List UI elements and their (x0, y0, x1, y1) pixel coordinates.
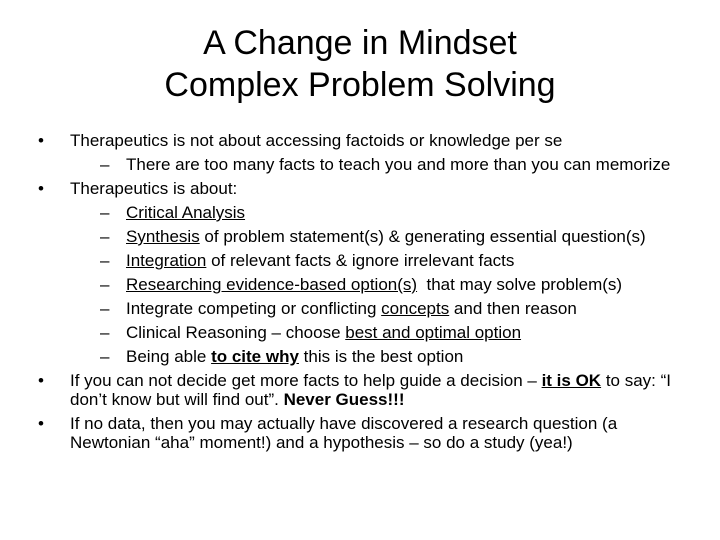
dash-marker: – (100, 323, 110, 342)
bullet-marker: • (38, 131, 44, 150)
sub-bullet-emphasis: Integration (126, 251, 207, 270)
sub-bullet-text: There are too many facts to teach you and more than you can memorize (126, 155, 671, 174)
sub-bullet-text: Clinical Reasoning – choose (126, 323, 346, 342)
dash-marker: – (100, 251, 110, 270)
title-line-2: Complex Problem Solving (164, 66, 556, 104)
slide-title (0, 22, 720, 106)
bullet-emphasis: it is OK (541, 371, 602, 390)
bullet-item (30, 131, 700, 150)
sub-bullet-item (30, 203, 700, 222)
bullet-text: If no data, then you may actually have discovered a research question (a Newtonian “aha” moment!) and a hypothesis – so do a study (yea!) (70, 414, 618, 452)
bullet-text: Therapeutics is not about accessing factoids or knowledge per se (70, 131, 563, 150)
sub-bullet-text: that may solve problem(s) (417, 275, 623, 294)
dash-marker: – (100, 275, 110, 294)
sub-bullet-item (30, 155, 700, 174)
sub-bullet-item (30, 227, 700, 246)
bullet-item (30, 371, 700, 409)
sub-bullet-text: of problem statement(s) & generating essential question(s) (199, 227, 646, 246)
bullet-text: to say: “I don’t know but will find out”. (70, 371, 672, 409)
sub-bullet-text: Integrate competing or conflicting (126, 299, 382, 318)
bullet-bold: Never Guess!!! (283, 390, 405, 409)
sub-bullet-text: of relevant facts & ignore irrelevant facts (206, 251, 515, 270)
sub-bullet-text: Being able (126, 347, 212, 366)
sub-bullet-text: Critical Analysis (126, 203, 246, 222)
sub-bullet-emphasis: Synthesis (126, 227, 200, 246)
sub-bullet-emphasis: concepts (381, 299, 450, 318)
dash-marker: – (100, 299, 110, 318)
sub-bullet-text: and then reason (449, 299, 577, 318)
dash-marker: – (100, 227, 110, 246)
bullet-item (30, 414, 700, 452)
sub-bullet-item (30, 251, 700, 270)
bullet-text: Therapeutics is about: (70, 179, 238, 198)
dash-marker: – (100, 203, 110, 222)
sub-bullet-emphasis: Researching evidence-based option(s) (126, 275, 418, 294)
sub-bullet-item (30, 275, 700, 294)
title-line-1: A Change in Mindset (203, 24, 517, 62)
sub-bullet-item (30, 299, 700, 318)
sub-bullet-item (30, 323, 700, 342)
sub-bullet-emphasis: to cite why (211, 347, 299, 366)
bullet-marker: • (38, 179, 44, 198)
sub-bullet-item (30, 347, 700, 366)
sub-bullet-text: this is the best option (298, 347, 464, 366)
dash-marker: – (100, 347, 110, 366)
bullet-marker: • (38, 414, 44, 433)
slide-body (30, 126, 700, 452)
bullet-text: If you can not decide get more facts to help guide a decision – (70, 371, 542, 390)
dash-marker: – (100, 155, 110, 174)
bullet-marker: • (38, 371, 44, 390)
bullet-item (30, 179, 700, 198)
sub-bullet-emphasis: best and optimal option (345, 323, 522, 342)
